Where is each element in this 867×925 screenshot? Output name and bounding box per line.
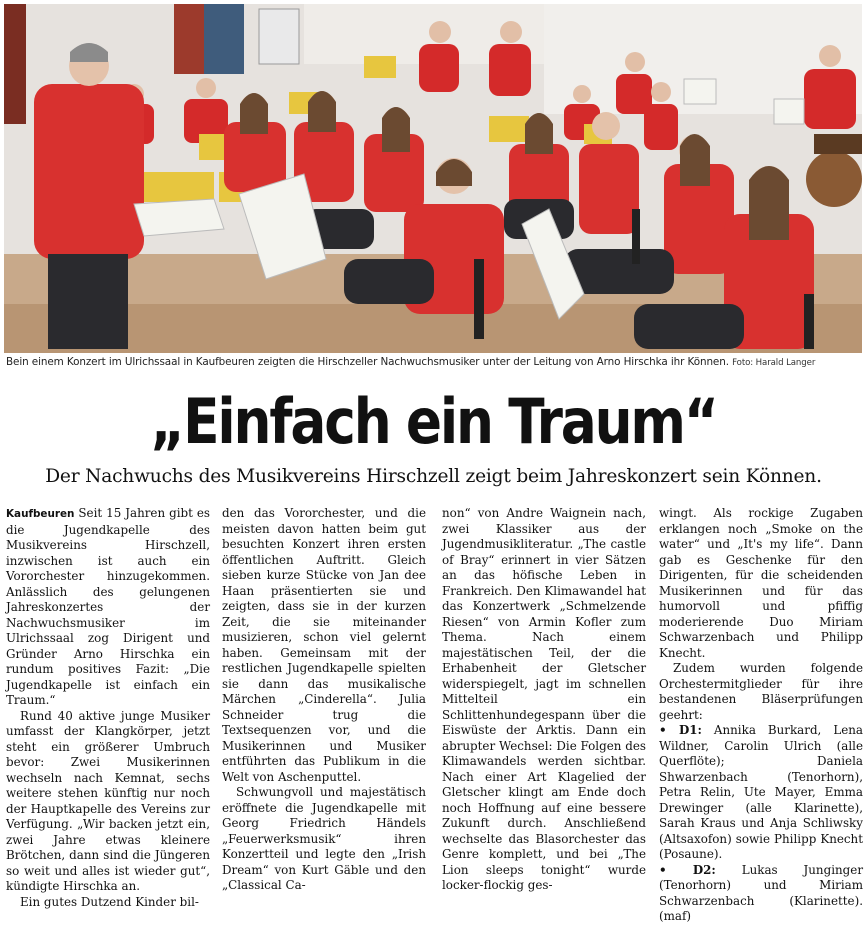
article-subheadline: Der Nachwuchs des Musikvereins Hirschzell zeigt beim Jahreskonzert sein Können.: [45, 466, 822, 487]
honors-d2: [659, 863, 863, 925]
article-column-1: [6, 506, 210, 910]
article-column-3: [442, 506, 646, 894]
article-paragraph: Rund 40 aktive junge Musiker umfasst der Klangkörper, jetzt steht ein größerer Umbruch bevor: Zwei Musikerinnen wechseln nach Kemnat, sechs weitere stehen künftig nur noch der Hauptkapelle des Vereins zur Verfügung. „Wir backen jetzt ein, zwei Jahre etwas kleinere Brötchen, dann sind die Jüngeren so weit und alles ist wieder gut“, kündigte Hirschka an.: [6, 708, 210, 893]
article-headline: „Einfach ein Traum“: [150, 385, 717, 458]
article-column-4: [659, 506, 863, 925]
honors-d1-label: • D1:: [659, 723, 702, 737]
article-paragraph: non“ von Andre Waignein nach, zwei Klassiker aus der Jugendmusikliteratur. „The castle of Bray“ erinnert in vier Sätzen an das höfische Leben in Frankreich. Den Klimawandel hat das Konzertwerk „Schmelzende Riesen“ von Armin Kofler zum Thema. Nach einem majestätischen Teil, der die Erhabenheit der Gletscher widerspiegelt, jagt im schnellen Mittelteil ein Schlittenhundegespann über die Eiswüste der Arktis. Dann ein abrupter Wechsel: Die Folgen des Klimawandels werden sichtbar. Nach einer Art Klagelied der Gletscher klingt am Ende doch noch Hoffnung auf eine bessere Zukunft durch. Anschließend wechselte das Blasorchester das Genre komplett, und bei „The Lion sleeps tonight“ wurde locker-flockig ges-: [442, 506, 646, 892]
article-paragraph: [6, 506, 210, 709]
concert-photo-illustration: [4, 4, 862, 353]
honors-d1-text: Annika Burkard, Lena Wildner, Carolin Ulrich (alle Querflöte); Daniela Shwarzenbach (Tenorhorn), Petra Relin, Ute Mayer, Emma Drewinger (alle Klarinette), Sarah Kraus und Anja Schliwsky (Altsaxofon) sowie Philipp Knecht (Posaune).: [659, 723, 863, 861]
article-paragraph: Schwungvoll und majestätisch eröffnete die Jugendkapelle mit Georg Friedrich Händels „Feuerwerksmusik“ ihren Konzertteil und legte den „Irish Dream“ von Kurt Gäble und den „Classical Ca-: [222, 785, 426, 892]
article-paragraph: den das Vororchester, und die meisten davon hatten beim gut besuchten Konzert ihren ersten öffentlichen Auftritt. Gleich sieben kurze Stücke von Jan dee Haan präsentierten sie und zeigten, dass sie in der kurzen Zeit, die sie miteinander musizieren, schon viel gelernt haben. Gemeinsam mit der restlichen Jugendkapelle spielten sie dann das musikalische Märchen „Cinderella“. Julia Schneider trug die Textsequenzen vor, und die Musikerinnen und Musiker entführten das Publikum in die Welt von Aschenputtel.: [222, 506, 426, 784]
honors-d2-text: Lukas Junginger (Tenorhorn) und Miriam Schwarzenbach (Klarinette). (maf): [659, 862, 863, 923]
article-paragraph: Zudem wurden folgende Orchestermitglieder für ihre bestandenen Bläserprüfungen geehrt:: [659, 661, 863, 722]
photo-credit: Foto: Harald Langer: [732, 358, 816, 368]
article-column-2: [222, 506, 426, 894]
paragraph-text: Seit 15 Jahren gibt es die Jugendkapelle des Musikvereins Hirschzell, inzwischen ist auch ein Vororchester hinzugekommen. Anlässlich des gelungenen Jahreskonzertes der Nachwuchsmusiker im Ulrichssaal zog Dirigent und Gründer Arno Hirschka ein rundum positives Fazit: „Die Jugendkapelle ist einfach ein Traum.“: [6, 506, 210, 707]
article-dateline: Kaufbeuren: [6, 508, 75, 520]
honors-d1: [659, 723, 863, 863]
concert-photo: [4, 4, 862, 353]
photo-caption-text: Bein einem Konzert im Ulrichssaal in Kaufbeuren zeigten die Hirschzeller Nachwuchsmusiker unter der Leitung von Arno Hirschka ihr Können.: [6, 356, 729, 368]
article-paragraph: wingt. Als rockige Zugaben erklangen noch „Smoke on the water“ und „It's my life“. Dann gab es Geschenke für den Dirigenten, für die scheidenden Musikerinnen und für das humorvoll und pfiffig moderierende Duo Miriam Schwarzenbach und Philipp Knecht.: [659, 506, 863, 660]
honors-d2-label: • D2:: [659, 862, 716, 877]
article-paragraph: Ein gutes Dutzend Kinder bil-: [20, 894, 199, 909]
photo-caption: [6, 356, 862, 368]
